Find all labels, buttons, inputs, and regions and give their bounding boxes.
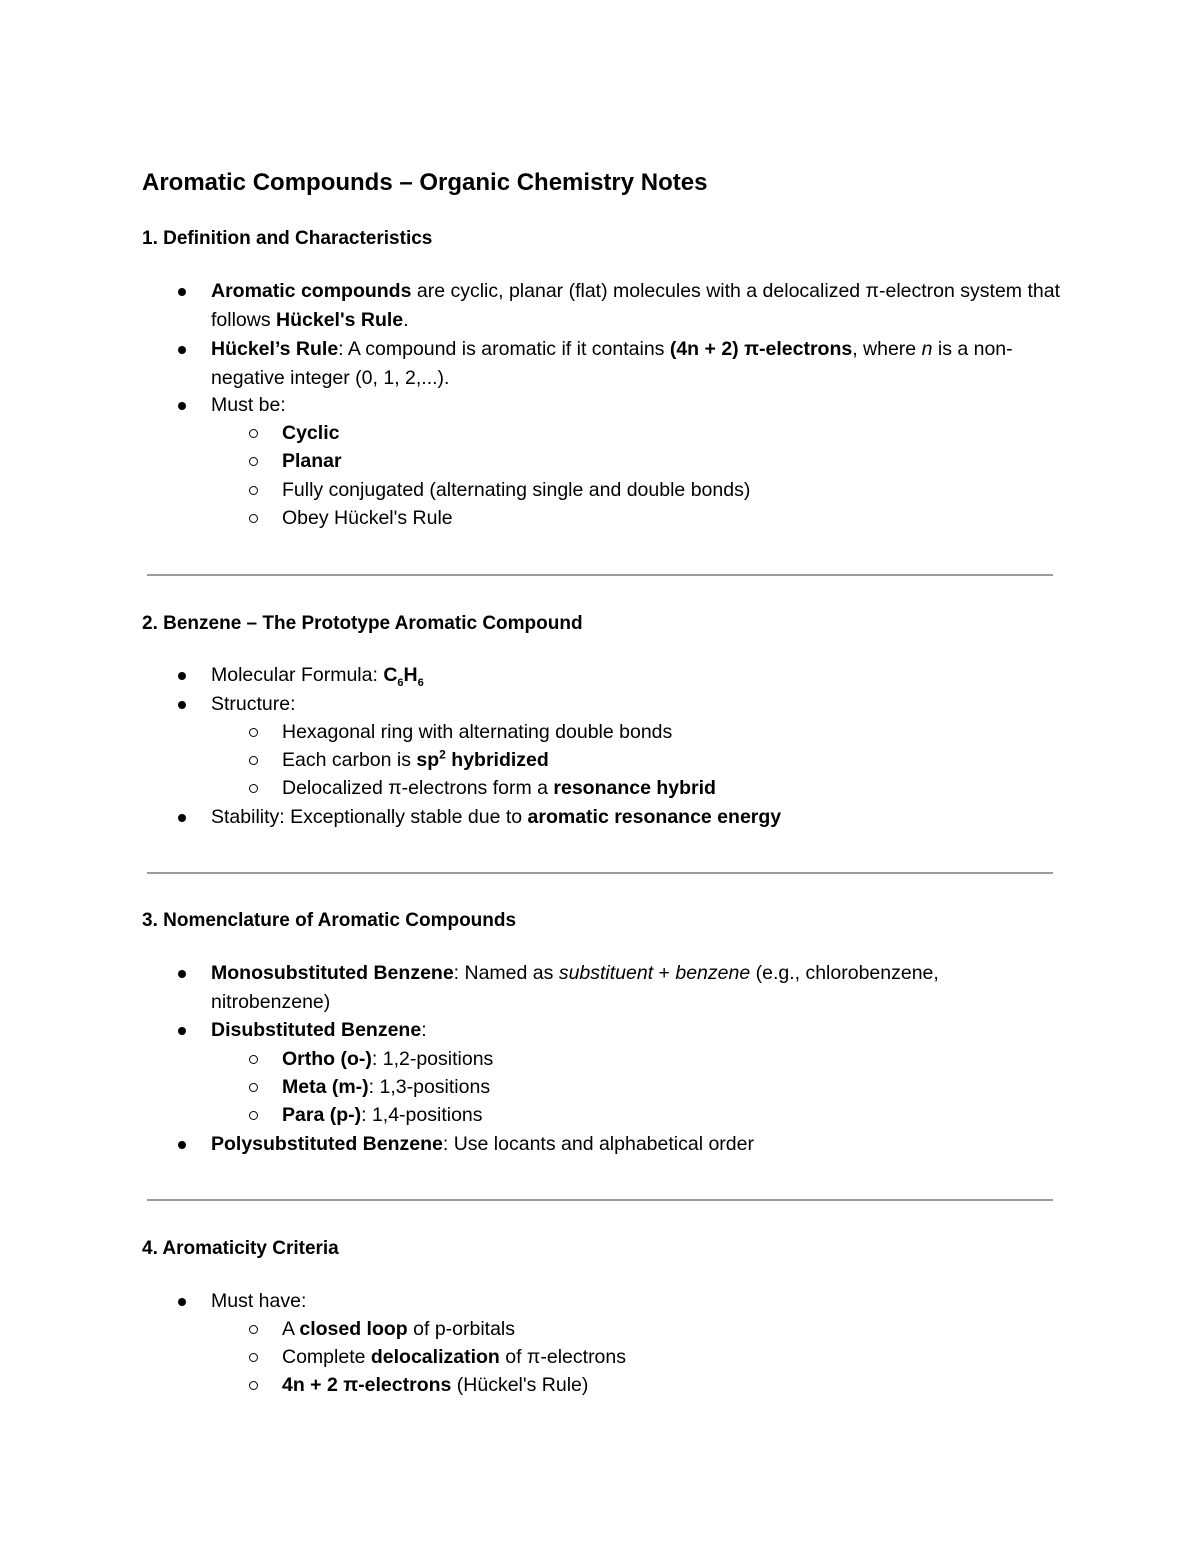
text: Must have: (211, 1290, 307, 1312)
list-item-structure (211, 690, 1061, 719)
sub-item-obey-huckel (282, 504, 1062, 533)
text: hybridized (445, 749, 549, 771)
section-heading-definition: 1. Definition and Characteristics (142, 228, 433, 249)
text: : 1,3-positions (368, 1076, 491, 1098)
variable: n (921, 338, 933, 360)
bullet-icon (178, 970, 186, 978)
sub-item-planar (282, 447, 1062, 476)
section-heading-nomenclature: 3. Nomenclature of Aromatic Compounds (142, 910, 517, 931)
sub-item-hexagonal (282, 718, 1062, 747)
element: H (403, 664, 418, 686)
horizontal-rule (147, 1199, 1053, 1201)
subscript: 6 (417, 676, 424, 689)
bullet-icon (178, 402, 186, 410)
list-item-disubstituted (211, 1016, 1061, 1045)
circle-bullet-icon (249, 1353, 258, 1362)
list-item-huckel-rule (211, 335, 1061, 392)
sub-item-pi-electrons (282, 1371, 1062, 1400)
bullet-icon (178, 1141, 186, 1149)
term: delocalization (370, 1346, 500, 1368)
text: Fully conjugated (alternating single and double bonds) (282, 479, 751, 501)
section-heading-benzene: 2. Benzene – The Prototype Aromatic Compound (142, 613, 583, 634)
sub-item-conjugated (282, 476, 1062, 505)
circle-bullet-icon (249, 756, 258, 765)
text: Complete (282, 1346, 371, 1368)
circle-bullet-icon (249, 1381, 258, 1390)
text: A (282, 1318, 300, 1340)
term: closed loop (299, 1318, 408, 1340)
term: Hückel’s Rule (211, 338, 339, 360)
bullet-icon (178, 1027, 186, 1035)
sub-item-para (282, 1101, 1062, 1130)
bullet-icon (178, 701, 186, 709)
list-item-monosubstituted (211, 959, 1061, 1016)
text: , where (852, 338, 922, 360)
text: : 1,2-positions (371, 1048, 494, 1070)
horizontal-rule (147, 872, 1053, 874)
text: : A compound is aromatic if it contains (338, 338, 670, 360)
text: : Use locants and alphabetical order (442, 1133, 754, 1155)
list-item-must-have (211, 1287, 1061, 1316)
text: is a non-negative integer (0, 1, 2,...). (211, 338, 1013, 389)
term: resonance hybrid (553, 777, 716, 799)
term: Aromatic compounds (211, 280, 412, 302)
list-item-molecular-formula (211, 661, 1061, 690)
element: C (383, 664, 398, 686)
text: : 1,4-positions (361, 1104, 483, 1126)
horizontal-rule (147, 574, 1053, 576)
text: : (421, 1019, 427, 1041)
sp: sp (416, 749, 440, 771)
circle-bullet-icon (249, 429, 258, 438)
sub-item-delocalization (282, 1343, 1062, 1372)
subscript: 6 (397, 676, 404, 689)
text: Delocalized π-electrons form a (282, 777, 554, 799)
text: Hexagonal ring with alternating double bonds (282, 721, 673, 743)
text: Must be: (211, 394, 286, 416)
circle-bullet-icon (249, 1055, 258, 1064)
superscript: 2 (439, 747, 446, 762)
text: Structure: (211, 693, 296, 715)
term: Polysubstituted Benzene (211, 1133, 443, 1155)
term: Meta (m-) (282, 1076, 369, 1098)
hybridization (416, 749, 548, 771)
list-item-must-be (211, 391, 1061, 420)
document-title: Aromatic Compounds – Organic Chemistry Notes (142, 169, 708, 196)
formula: (4n + 2) π-electrons (669, 338, 853, 360)
term: 4n + 2 π-electrons (282, 1374, 452, 1396)
circle-bullet-icon (249, 457, 258, 466)
term: aromatic resonance energy (527, 806, 782, 828)
list-item-polysubstituted (211, 1130, 1061, 1159)
circle-bullet-icon (249, 1111, 258, 1120)
text: (e.g., chlorobenzene, nitrobenzene) (211, 962, 939, 1013)
text: (Hückel's Rule) (451, 1374, 589, 1396)
bullet-icon (178, 1298, 186, 1306)
italic: substituent (558, 962, 654, 984)
formula-carbon (383, 664, 424, 689)
text: Cyclic (282, 422, 340, 444)
text: of p-orbitals (407, 1318, 516, 1340)
sub-item-ortho (282, 1045, 1062, 1074)
term: Monosubstituted Benzene (211, 962, 454, 984)
circle-bullet-icon (249, 1083, 258, 1092)
term: Hückel's Rule (276, 308, 404, 331)
text: Molecular Formula: (211, 664, 384, 686)
bullet-icon (178, 346, 186, 354)
sub-item-cyclic (282, 419, 1062, 448)
text: : Named as (453, 962, 559, 984)
circle-bullet-icon (249, 514, 258, 523)
text: . (403, 308, 409, 331)
text: are cyclic, planar (flat) molecules with a delocalized π-electron system that follows (211, 280, 1060, 331)
text: of π-electrons (499, 1346, 626, 1368)
circle-bullet-icon (249, 486, 258, 495)
list-item-stability (211, 803, 1061, 832)
term: Ortho (o-) (282, 1048, 372, 1070)
italic: benzene (675, 962, 751, 984)
circle-bullet-icon (249, 1325, 258, 1334)
term: Para (p-) (282, 1104, 362, 1126)
text: Planar (282, 450, 342, 472)
text: Stability: Exceptionally stable due to (211, 806, 528, 828)
circle-bullet-icon (249, 728, 258, 737)
section-heading-aromaticity-criteria: 4. Aromaticity Criteria (142, 1238, 339, 1259)
text: + (653, 962, 676, 984)
circle-bullet-icon (249, 784, 258, 793)
text: Obey Hückel's Rule (282, 507, 453, 529)
list-item-aromatic-compounds (211, 277, 1061, 334)
bullet-icon (178, 814, 186, 822)
sub-item-meta (282, 1073, 1062, 1102)
sub-item-delocalized (282, 774, 1062, 803)
bullet-icon (178, 288, 186, 296)
text: Each carbon is (282, 749, 417, 771)
term: Disubstituted Benzene (211, 1019, 422, 1041)
sub-item-sp2 (282, 746, 1062, 775)
bullet-icon (178, 672, 186, 680)
sub-item-closed-loop (282, 1315, 1062, 1344)
